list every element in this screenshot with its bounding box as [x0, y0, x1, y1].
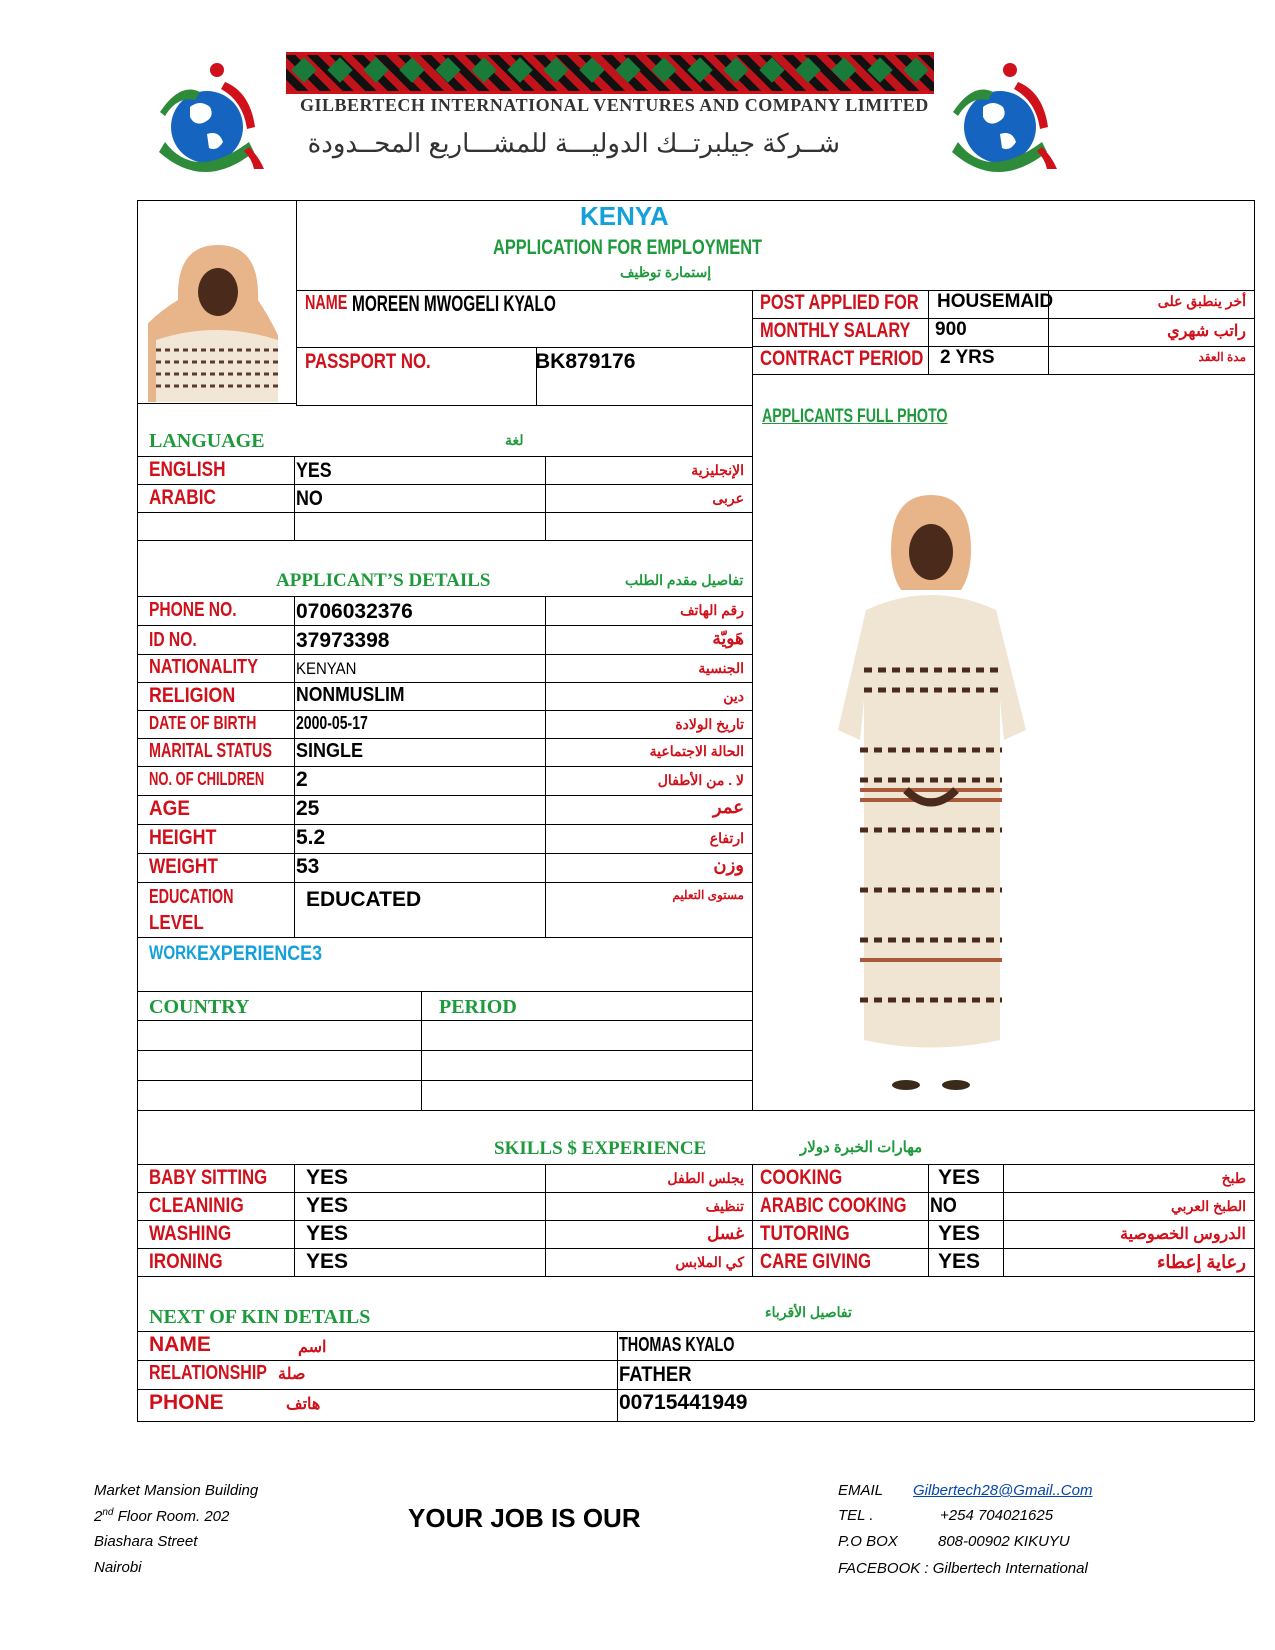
language-arabic-label: ARABIC: [149, 486, 216, 509]
skill-baby-sitting-label: BABY SITTING: [149, 1166, 268, 1189]
contract-arabic: مدة العقد: [1198, 350, 1246, 364]
skill-care-giving-label: CARE GIVING: [760, 1250, 872, 1273]
dob-label: DATE OF BIRTH: [149, 713, 257, 733]
education-arabic: مستوى التعليم: [672, 888, 744, 902]
skill-arabic-cooking-label: ARABIC COOKING: [760, 1194, 907, 1217]
language-arabic-value: NO: [296, 487, 323, 510]
post-arabic: أخر ينطبق على: [1157, 293, 1246, 309]
kin-relationship-arabic: صلة: [278, 1366, 306, 1383]
period-column: PERIOD: [439, 996, 517, 1018]
nationality-value: KENYAN: [296, 659, 357, 678]
details-heading: APPLICANT’S DETAILS: [276, 570, 491, 591]
language-english-arabic: الإنجليزية: [691, 462, 744, 478]
footer-address-line2: [94, 1507, 229, 1525]
kin-name-arabic: اسم: [298, 1339, 327, 1356]
salary-label: MONTHLY SALARY: [760, 319, 911, 342]
contract-label: CONTRACT PERIOD: [760, 347, 924, 370]
footer-address-line3: Biashara Street: [94, 1533, 198, 1550]
footer-address-line1: Market Mansion Building: [94, 1482, 259, 1499]
floor-suffix: nd: [102, 1507, 114, 1518]
banner-diamonds: [286, 55, 934, 85]
marital-value: SINGLE: [296, 740, 364, 762]
nationality-arabic: الجنسية: [698, 660, 744, 676]
footer-facebook: FACEBOOK : Gilbertech International: [838, 1560, 1088, 1577]
age-value: 25: [296, 797, 320, 820]
nationality-label: NATIONALITY: [149, 656, 259, 678]
kin-heading-arabic: تفاصيل الأقرباء: [765, 1304, 852, 1320]
footer-pobox-value: 808-00902 KIKUYU: [938, 1533, 1070, 1550]
weight-arabic: وزن: [713, 855, 744, 875]
country-column: COUNTRY: [149, 996, 250, 1018]
skill-care-giving-arabic: رعاية إعطاء: [1156, 1252, 1246, 1272]
children-arabic: لا . من الأطفال: [657, 772, 744, 788]
age-arabic: عمر: [712, 797, 744, 817]
skill-cleaning-value: YES: [306, 1194, 349, 1217]
id-value: 37973398: [296, 629, 390, 652]
footer-tel-value: +254 704021625: [940, 1507, 1054, 1524]
skills-heading: SKILLS $ EXPERIENCE: [494, 1138, 707, 1159]
post-label: POST APPLIED FOR: [760, 291, 919, 314]
post-value: HOUSEMAID: [937, 291, 1054, 312]
kin-name-value: THOMAS KYALO: [619, 1334, 735, 1356]
skill-washing-label: WASHING: [149, 1222, 232, 1245]
salary-arabic: راتب شهري: [1167, 323, 1246, 340]
country-title: KENYA: [580, 201, 669, 231]
skill-cleaning-arabic: تنظيف: [705, 1198, 744, 1214]
kin-relationship-value: FATHER: [619, 1363, 692, 1386]
kin-phone-arabic: هاتف: [286, 1396, 321, 1413]
skill-ironing-arabic: كي الملابس: [675, 1254, 744, 1270]
id-label: ID NO.: [149, 629, 197, 651]
language-english-value: YES: [296, 459, 332, 482]
language-heading-arabic: لغة: [505, 432, 524, 448]
form-title-arabic: إستمارة توظيف: [620, 264, 712, 280]
work-label: WORK: [149, 943, 198, 964]
kin-relationship-label: RELATIONSHIP: [149, 1362, 267, 1384]
passport-label: PASSPORT NO.: [305, 350, 431, 373]
applicant-portrait-photo: [148, 230, 286, 402]
skill-ironing-label: IRONING: [149, 1250, 223, 1273]
dob-value: 2000-05-17: [296, 713, 368, 733]
language-english-label: ENGLISH: [149, 458, 226, 481]
weight-value: 53: [296, 855, 320, 878]
footer-address-line4: Nairobi: [94, 1559, 142, 1576]
footer-pobox-label: P.O BOX: [838, 1533, 898, 1550]
skill-cooking-value: YES: [938, 1166, 981, 1189]
kin-phone-value: 00715441949: [619, 1391, 748, 1414]
skill-washing-value: YES: [306, 1222, 349, 1245]
skill-tutoring-value: YES: [938, 1222, 981, 1245]
phone-arabic: رقم الهاتف: [680, 602, 744, 618]
floor-number: 2: [94, 1508, 103, 1525]
contract-value: 2 YRS: [940, 347, 995, 368]
phone-label: PHONE NO.: [149, 599, 237, 621]
globe-logo-icon: [145, 62, 270, 172]
language-heading: LANGUAGE: [149, 430, 265, 452]
education-label: EDUCATION: [149, 886, 234, 908]
kin-name-label: NAME: [149, 1333, 211, 1356]
height-label: HEIGHT: [149, 826, 217, 849]
skill-arabic-cooking-value: NO: [930, 1194, 957, 1217]
skill-ironing-value: YES: [306, 1250, 349, 1273]
religion-label: RELIGION: [149, 684, 236, 707]
education-label-line2: LEVEL: [149, 912, 204, 934]
dob-arabic: تاريخ الولادة: [675, 716, 744, 732]
skill-tutoring-arabic: الدروس الخصوصية: [1120, 1226, 1246, 1243]
skill-baby-sitting-value: YES: [306, 1166, 349, 1189]
height-arabic: ارتفاع: [709, 830, 744, 846]
footer-slogan: YOUR JOB IS OUR: [408, 1503, 641, 1533]
skill-cleaning-label: CLEANINIG: [149, 1194, 244, 1217]
company-name: GILBERTECH INTERNATIONAL VENTURES AND COMPANY LIMITED: [300, 95, 929, 115]
globe-logo-icon: [938, 62, 1063, 172]
skill-washing-arabic: غسل: [707, 1224, 744, 1243]
skill-cooking-arabic: طبخ: [1221, 1170, 1246, 1186]
kin-heading: NEXT OF KIN DETAILS: [149, 1306, 371, 1328]
details-heading-arabic: تفاصيل مقدم الطلب: [625, 572, 744, 588]
religion-arabic: دين: [723, 688, 744, 704]
skill-baby-sitting-arabic: يجلس الطفل: [667, 1170, 744, 1186]
passport-value: BK879176: [535, 350, 636, 373]
religion-value: NONMUSLIM: [296, 684, 405, 706]
id-arabic: هَويّة: [712, 629, 744, 648]
applicant-full-photo: [826, 490, 1026, 1095]
name-value: MOREEN MWOGELI KYALO: [352, 291, 556, 316]
footer-email-link[interactable]: Gilbertech28@Gmail..Com: [913, 1482, 1093, 1499]
marital-label: MARITAL STATUS: [149, 740, 272, 762]
skill-cooking-label: COOKING: [760, 1166, 843, 1189]
phone-value: 0706032376: [296, 600, 413, 623]
company-name-arabic: شــركة جيلبرتــك الدوليـــة للمشـــاريع المحــدودة: [307, 128, 840, 158]
children-label: NO. OF CHILDREN: [149, 769, 265, 789]
full-photo-label: APPLICANTS FULL PHOTO: [762, 406, 948, 427]
education-value: EDUCATED: [306, 888, 422, 911]
language-arabic-arabic: عربى: [712, 490, 744, 506]
footer-tel-label: TEL .: [838, 1507, 874, 1524]
children-value: 2: [296, 768, 308, 791]
footer-email-label: EMAIL: [838, 1482, 884, 1499]
salary-value: 900: [935, 319, 967, 340]
skill-tutoring-label: TUTORING: [760, 1222, 850, 1245]
name-label: NAME: [305, 292, 348, 314]
skill-arabic-cooking-arabic: الطبخ العربي: [1171, 1198, 1246, 1214]
weight-label: WEIGHT: [149, 855, 218, 878]
kin-phone-label: PHONE: [149, 1391, 224, 1414]
height-value: 5.2: [296, 826, 326, 849]
age-label: AGE: [149, 797, 190, 820]
marital-arabic: الحالة الاجتماعية: [649, 743, 744, 759]
skill-care-giving-value: YES: [938, 1250, 981, 1273]
form-title: APPLICATION FOR EMPLOYMENT: [493, 236, 763, 259]
floor-room: Floor Room. 202: [113, 1508, 230, 1525]
work-experience-label: EXPERIENCE3: [197, 942, 323, 965]
skills-heading-arabic: مهارات الخبرة دولار: [800, 1139, 923, 1156]
